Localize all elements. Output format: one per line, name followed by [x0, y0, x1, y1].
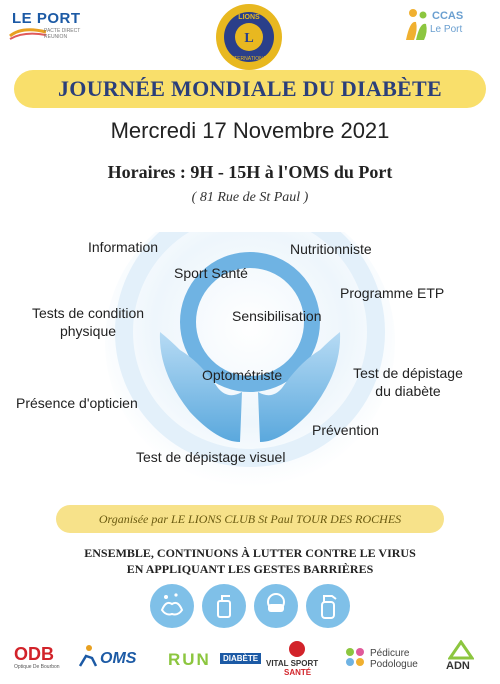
activity-presence-opticien: Présence d'opticien — [16, 395, 138, 411]
page-title: JOURNÉE MONDIALE DU DIABÈTE — [58, 76, 442, 101]
lions-letter: L — [244, 31, 254, 46]
activity-tests-condition — [18, 304, 158, 340]
activity-test-depistage-line2: du diabète — [375, 383, 441, 400]
sanitizer-icon — [202, 584, 246, 628]
podologue-text: Podologue — [370, 659, 418, 670]
title-banner — [14, 70, 486, 108]
oms-logo-text: OMS — [100, 650, 137, 667]
event-hours: Horaires : 9H - 15H à l'OMS du Port — [107, 162, 393, 182]
run-diabete-logo — [168, 640, 260, 676]
diabete-logo-text: DIABÈTE — [220, 653, 261, 664]
activity-prevention: Prévention — [312, 422, 379, 438]
activity-optometriste: Optométriste — [202, 367, 283, 383]
mask-icon — [254, 584, 298, 628]
vital-sante-text: SANTÉ — [284, 668, 312, 677]
activity-test-visuel: Test de dépistage visuel — [136, 449, 286, 465]
le-port-logo — [8, 10, 100, 44]
foot-icon — [344, 646, 366, 668]
le-port-logo-text: LE PORT — [12, 10, 81, 27]
organizer-banner — [56, 505, 444, 533]
pedicure-text: Pédicure — [370, 648, 410, 659]
vital-sport-sante-logo — [262, 640, 336, 676]
pedicure-podologue-logo — [344, 640, 432, 676]
activity-test-depistage-diabete — [338, 364, 478, 400]
barrier-message-line2: EN APPLIQUANT LES GESTES BARRIÈRES — [126, 562, 374, 577]
odb-logo-text: ODB — [14, 644, 54, 664]
heart-runner-icon — [288, 640, 306, 658]
adn-logo — [438, 640, 488, 676]
people-icon — [404, 6, 432, 44]
adn-text: ADN — [446, 660, 470, 672]
odb-logo — [12, 640, 70, 676]
wave-icon — [8, 26, 48, 40]
ccas-logo — [404, 4, 468, 46]
le-port-logo-sub: PACTE DIRECT REUNION — [44, 28, 81, 40]
barrier-message-line1: ENSEMBLE, CONTINUONS À LUTTER CONTRE LE VIRUS — [84, 546, 416, 560]
lions-bottom-text: INTERNATIONAL — [229, 56, 269, 62]
activity-sensibilisation: Sensibilisation — [232, 308, 322, 324]
runner-icon — [76, 644, 98, 668]
lions-top-text: LIONS — [238, 14, 260, 21]
triangle-icon — [448, 640, 474, 660]
ccas-text: CCAS — [432, 10, 464, 22]
barrier-message — [0, 545, 500, 577]
hand-wash-icon — [150, 584, 194, 628]
activity-test-depistage-line1: Test de dépistage — [353, 365, 463, 381]
event-date: Mercredi 17 Novembre 2021 — [110, 118, 390, 143]
vital-sport-text: VITAL SPORT — [266, 659, 319, 668]
spray-icon — [306, 584, 350, 628]
activity-nutritionniste: Nutritionniste — [290, 241, 372, 257]
lions-logo — [214, 2, 284, 72]
ccas-subtext: Le Port — [430, 24, 463, 35]
activity-sport-sante: Sport Santé — [174, 265, 248, 281]
activity-information: Information — [88, 239, 159, 255]
oms-logo — [74, 640, 154, 676]
activity-tests-condition-line2: physique — [59, 323, 117, 340]
run-logo-text: RUN — [168, 650, 211, 669]
organizer-text: Organisée par LE LIONS CLUB St Paul TOUR DES ROCHES — [98, 511, 402, 526]
event-address: ( 81 Rue de St Paul ) — [191, 190, 309, 205]
odb-logo-sub: Optique De Bourbon — [14, 664, 60, 670]
activity-tests-condition-line1: Tests de condition — [31, 305, 145, 321]
activity-programme-etp: Programme ETP — [340, 285, 445, 301]
